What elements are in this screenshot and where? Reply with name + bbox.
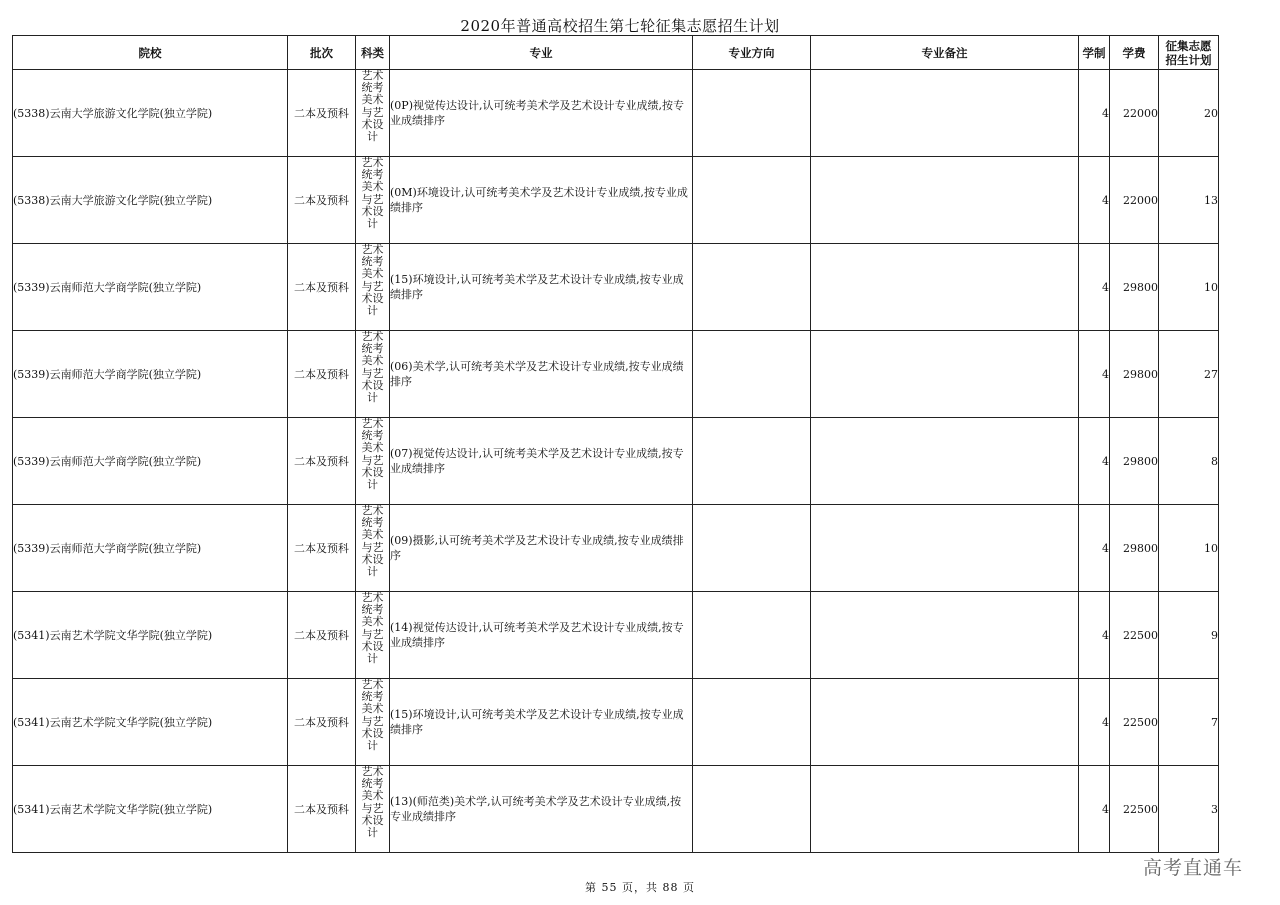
table-row <box>13 157 1219 244</box>
cell-remark <box>811 418 1079 505</box>
cell-plan: 20 <box>1159 70 1219 157</box>
cell-major: (14)视觉传达设计,认可统考美术学及艺术设计专业成绩,按专业成绩排序 <box>390 592 693 679</box>
cell-major: (15)环境设计,认可统考美术学及艺术设计专业成绩,按专业成绩排序 <box>390 244 693 331</box>
cell-batch: 二本及预科 <box>288 592 356 679</box>
cell-school: (5341)云南艺术学院文华学院(独立学院) <box>13 766 288 853</box>
cell-years: 4 <box>1079 244 1110 331</box>
cell-direction <box>693 418 811 505</box>
cell-plan: 13 <box>1159 157 1219 244</box>
cell-school: (5339)云南师范大学商学院(独立学院) <box>13 331 288 418</box>
cell-major: (06)美术学,认可统考美术学及艺术设计专业成绩,按专业成绩排序 <box>390 331 693 418</box>
header-remark: 专业备注 <box>811 36 1079 70</box>
cell-years: 4 <box>1079 592 1110 679</box>
cell-plan: 9 <box>1159 592 1219 679</box>
header-plan-line2: 招生计划 <box>1165 52 1212 67</box>
cell-school: (5339)云南师范大学商学院(独立学院) <box>13 418 288 505</box>
cell-direction <box>693 766 811 853</box>
cell-direction <box>693 331 811 418</box>
cell-remark <box>811 244 1079 331</box>
cell-plan: 7 <box>1159 679 1219 766</box>
cell-direction <box>693 70 811 157</box>
cell-batch: 二本及预科 <box>288 679 356 766</box>
cell-direction <box>693 157 811 244</box>
cell-plan: 10 <box>1159 505 1219 592</box>
table-row <box>13 592 1219 679</box>
table-header-row <box>13 36 1219 70</box>
cell-batch: 二本及预科 <box>288 331 356 418</box>
cell-school: (5338)云南大学旅游文化学院(独立学院) <box>13 157 288 244</box>
cell-remark <box>811 157 1079 244</box>
cell-plan: 27 <box>1159 331 1219 418</box>
cell-category <box>356 244 390 331</box>
header-fee: 学费 <box>1110 36 1159 70</box>
table-row <box>13 70 1219 157</box>
cell-batch: 二本及预科 <box>288 70 356 157</box>
table-row <box>13 505 1219 592</box>
cell-category-text: 艺术统考美术与艺术设计 <box>361 591 384 666</box>
cell-category-text: 艺术统考美术与艺术设计 <box>361 765 384 840</box>
cell-category <box>356 157 390 244</box>
cell-category-text: 艺术统考美术与艺术设计 <box>361 504 384 579</box>
cell-years: 4 <box>1079 157 1110 244</box>
cell-major: (07)视觉传达设计,认可统考美术学及艺术设计专业成绩,按专业成绩排序 <box>390 418 693 505</box>
cell-school: (5339)云南师范大学商学院(独立学院) <box>13 505 288 592</box>
cell-category-text: 艺术统考美术与艺术设计 <box>361 330 384 405</box>
cell-remark <box>811 679 1079 766</box>
cell-fee: 29800 <box>1110 244 1159 331</box>
cell-batch: 二本及预科 <box>288 766 356 853</box>
cell-category <box>356 766 390 853</box>
header-category: 科类 <box>356 36 390 70</box>
cell-direction <box>693 244 811 331</box>
cell-category <box>356 331 390 418</box>
cell-category <box>356 70 390 157</box>
cell-category-text: 艺术统考美术与艺术设计 <box>361 417 384 492</box>
header-years: 学制 <box>1079 36 1110 70</box>
cell-remark <box>811 592 1079 679</box>
cell-fee: 29800 <box>1110 331 1159 418</box>
header-school: 院校 <box>13 36 288 70</box>
cell-category <box>356 592 390 679</box>
header-plan-line1: 征集志愿 <box>1165 38 1212 53</box>
cell-category <box>356 679 390 766</box>
cell-years: 4 <box>1079 331 1110 418</box>
cell-plan: 3 <box>1159 766 1219 853</box>
cell-category-text: 艺术统考美术与艺术设计 <box>361 156 384 231</box>
watermark-logo: 高考直通车 <box>1143 857 1244 879</box>
cell-major: (09)摄影,认可统考美术学及艺术设计专业成绩,按专业成绩排序 <box>390 505 693 592</box>
cell-school: (5339)云南师范大学商学院(独立学院) <box>13 244 288 331</box>
cell-plan: 8 <box>1159 418 1219 505</box>
cell-category <box>356 505 390 592</box>
table-row <box>13 244 1219 331</box>
cell-direction <box>693 505 811 592</box>
cell-category-text: 艺术统考美术与艺术设计 <box>361 243 384 318</box>
cell-major: (15)环境设计,认可统考美术学及艺术设计专业成绩,按专业成绩排序 <box>390 679 693 766</box>
cell-fee: 22500 <box>1110 766 1159 853</box>
header-major: 专业 <box>390 36 693 70</box>
cell-batch: 二本及预科 <box>288 157 356 244</box>
cell-years: 4 <box>1079 679 1110 766</box>
cell-category-text: 艺术统考美术与艺术设计 <box>361 678 384 753</box>
cell-major: (0M)环境设计,认可统考美术学及艺术设计专业成绩,按专业成绩排序 <box>390 157 693 244</box>
cell-school: (5338)云南大学旅游文化学院(独立学院) <box>13 70 288 157</box>
cell-batch: 二本及预科 <box>288 505 356 592</box>
cell-remark <box>811 766 1079 853</box>
cell-years: 4 <box>1079 70 1110 157</box>
header-direction: 专业方向 <box>693 36 811 70</box>
table-body <box>13 70 1219 853</box>
cell-fee: 22000 <box>1110 157 1159 244</box>
cell-plan: 10 <box>1159 244 1219 331</box>
cell-remark <box>811 331 1079 418</box>
table-row <box>13 766 1219 853</box>
page-footer: 第 55 页，共 88 页 <box>585 881 695 894</box>
table-row <box>13 679 1219 766</box>
enrollment-plan-table <box>12 35 1219 853</box>
cell-batch: 二本及预科 <box>288 244 356 331</box>
cell-fee: 29800 <box>1110 505 1159 592</box>
cell-direction <box>693 679 811 766</box>
header-plan <box>1159 36 1219 70</box>
cell-years: 4 <box>1079 766 1110 853</box>
cell-fee: 22500 <box>1110 592 1159 679</box>
cell-category <box>356 418 390 505</box>
table-row <box>13 331 1219 418</box>
cell-direction <box>693 592 811 679</box>
cell-fee: 22000 <box>1110 70 1159 157</box>
table-row <box>13 418 1219 505</box>
cell-school: (5341)云南艺术学院文华学院(独立学院) <box>13 592 288 679</box>
cell-remark <box>811 505 1079 592</box>
cell-batch: 二本及预科 <box>288 418 356 505</box>
cell-major: (13)(师范类)美术学,认可统考美术学及艺术设计专业成绩,按专业成绩排序 <box>390 766 693 853</box>
cell-fee: 22500 <box>1110 679 1159 766</box>
cell-major: (0P)视觉传达设计,认可统考美术学及艺术设计专业成绩,按专业成绩排序 <box>390 70 693 157</box>
cell-years: 4 <box>1079 505 1110 592</box>
cell-remark <box>811 70 1079 157</box>
cell-fee: 29800 <box>1110 418 1159 505</box>
header-batch: 批次 <box>288 36 356 70</box>
cell-category-text: 艺术统考美术与艺术设计 <box>361 69 384 144</box>
cell-school: (5341)云南艺术学院文华学院(独立学院) <box>13 679 288 766</box>
document-title: 2020年普通高校招生第七轮征集志愿招生计划 <box>460 17 780 35</box>
cell-years: 4 <box>1079 418 1110 505</box>
